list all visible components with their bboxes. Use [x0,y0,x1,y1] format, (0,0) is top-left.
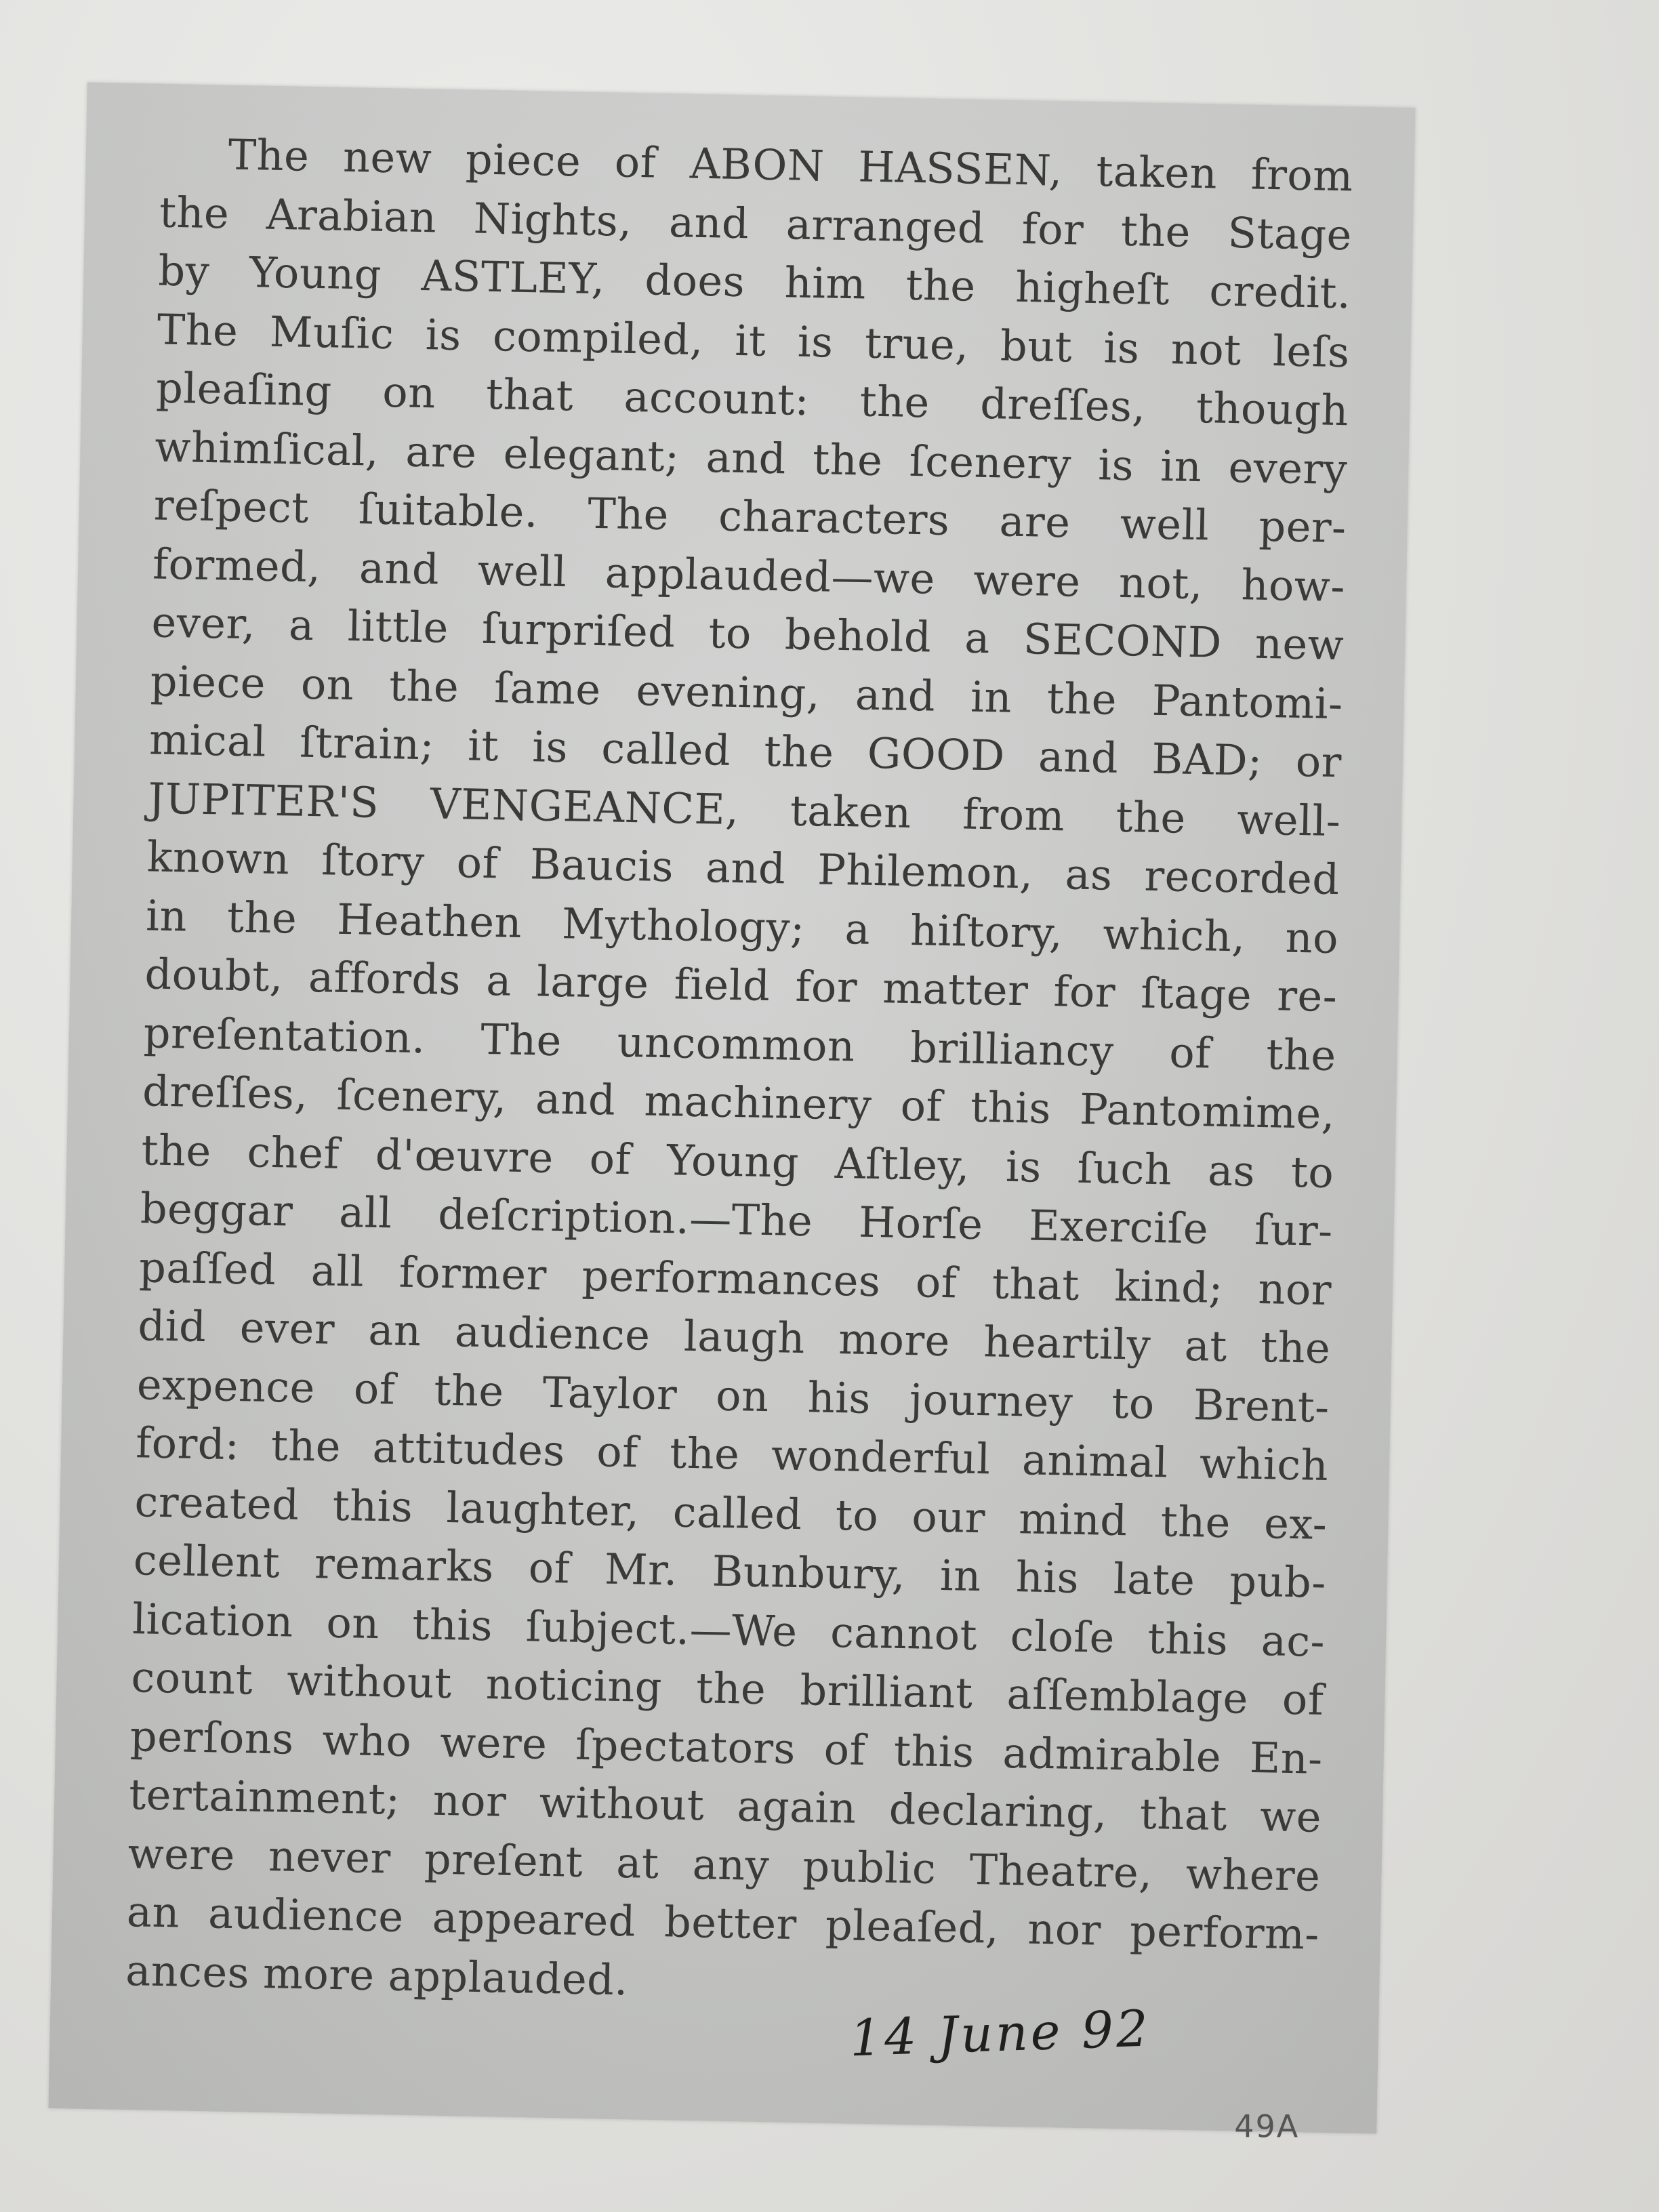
article-line: ances more applauded. [125,1945,629,2005]
article-line: were never preſent at any public Theatre, where [127,1828,1322,1901]
handwritten-date: 14 June 92 [848,1999,1152,2068]
article-line: whimſical, are elegant; and the ſcenery is in every [154,421,1348,494]
article-line: expence of the Taylor on his journey to Brent- [136,1359,1330,1432]
article-line: formed, and well applauded—we were not, how- [152,538,1346,611]
article-line: beggar all deſcription.—The Horſe Exerciſe ſur- [140,1183,1334,1256]
article-line: ford: the attitudes of the wonderful animal which [135,1418,1329,1490]
article-line: by Young ASTLEY, does him the higheſt credit. [157,245,1351,319]
article-line: piece on the ſame evening, and in the Pantomi- [150,655,1344,729]
article-line: lication on this ſubject.—We cannot cloſe this ac- [131,1593,1326,1666]
article-line: did ever an audience laugh more heartily at the [137,1300,1331,1374]
article-line: created this laughter, called to our mind the ex- [134,1476,1328,1549]
article-line: preſentation. The uncommon brilliancy of the [143,1007,1337,1080]
article-line: The new piece of ABON HASSEN, taken from [228,129,1354,201]
article-line: paſſed all former performances of that kind; nor [138,1242,1332,1315]
article-line: the Arabian Nights, and arranged for the Stage [159,187,1353,260]
article-line: reſpect ſuitable. The characters are well per- [153,480,1347,553]
article-line: the chef d'œuvre of Young Aſtley, is ſuch as to [140,1124,1334,1197]
article-line: JUPITER'S VENGEANCE, taken from the well- [147,773,1341,846]
article-line: perſons who were ſpectators of this admirable En- [129,1711,1324,1784]
article-line: dreſſes, ſcenery, and machinery of this Pantomime, [142,1066,1336,1139]
page-number: 49A [1234,2108,1300,2145]
article-line: mical ſtrain; it is called the GOOD and BAD; or [148,714,1343,787]
article-text [125,125,1354,2023]
article-line: The Muſic is compiled, it is true, but is not leſs [157,304,1351,377]
article-line: count without noticing the brilliant aſſemblage of [131,1652,1325,1725]
newspaper-clipping [48,82,1415,2145]
article-line: ever, a little ſurpriſed to behold a SECOND new [150,597,1345,670]
article-line: tertainment; nor without again declaring, that we [128,1769,1322,1842]
article-line: doubt, affords a large field for matter for ſtage re- [144,949,1338,1022]
article-line: in the Heathen Mythology; a hiſtory, which, no [145,890,1339,963]
article-line: an audience appeared better pleaſed, nor perform- [126,1887,1320,1959]
article-line: cellent remarks of Mr. Bunbury, in his late pub- [133,1535,1327,1607]
article-line: known ſtory of Baucis and Philemon, as recorded [146,832,1340,905]
article-line: pleaſing on that account: the dreſſes, though [155,363,1349,436]
